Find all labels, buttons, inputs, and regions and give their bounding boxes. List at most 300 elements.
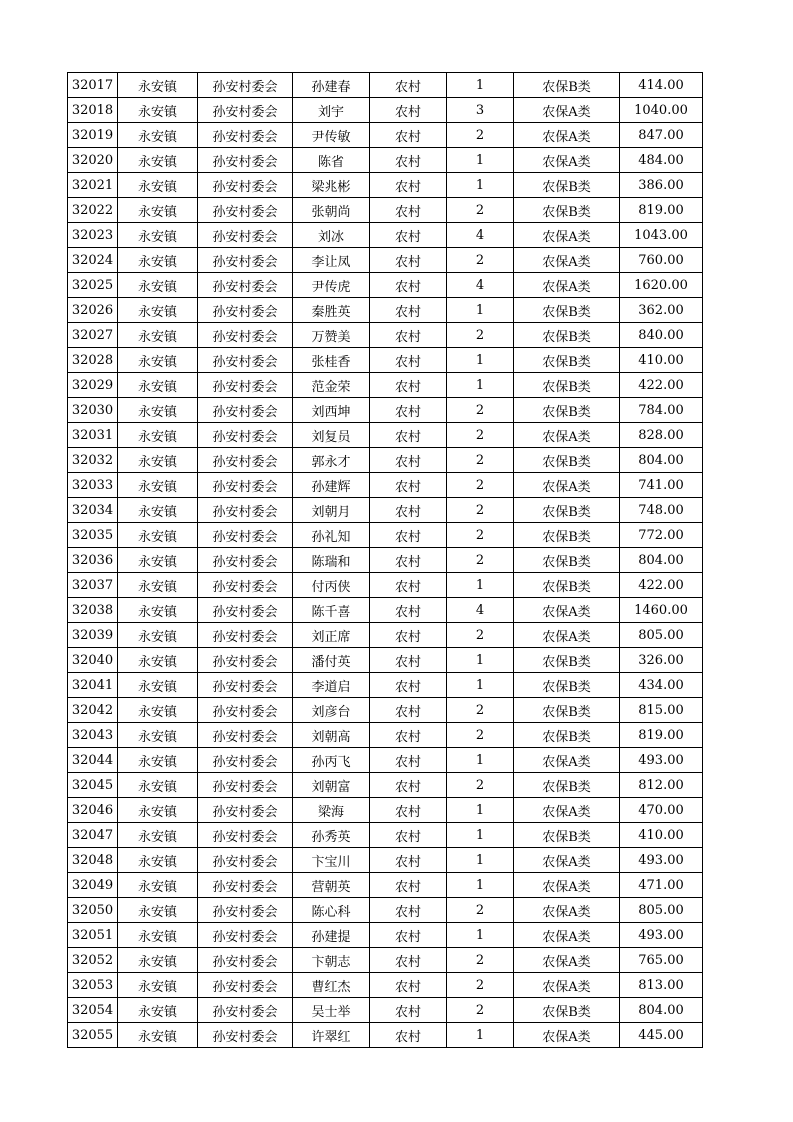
town-cell: 永安镇 [118, 198, 198, 223]
insurance-category-cell: 农保B类 [514, 998, 620, 1023]
insurance-category-cell: 农保B类 [514, 823, 620, 848]
town-cell: 永安镇 [118, 773, 198, 798]
amount-cell: 784.00 [620, 398, 703, 423]
amount-cell: 386.00 [620, 173, 703, 198]
household-type-cell: 农村 [370, 248, 447, 273]
record-id-cell: 32051 [68, 923, 118, 948]
insurance-category-cell: 农保B类 [514, 298, 620, 323]
record-id-cell: 32034 [68, 498, 118, 523]
village-committee-cell: 孙安村委会 [198, 148, 293, 173]
household-type-cell: 农村 [370, 673, 447, 698]
insurance-category-cell: 农保A类 [514, 423, 620, 448]
member-count-cell: 2 [447, 698, 514, 723]
record-id-cell: 32043 [68, 723, 118, 748]
household-type-cell: 农村 [370, 648, 447, 673]
record-id-cell: 32054 [68, 998, 118, 1023]
town-cell: 永安镇 [118, 623, 198, 648]
person-name-cell: 付丙侠 [293, 573, 370, 598]
person-name-cell: 刘朝富 [293, 773, 370, 798]
insurance-category-cell: 农保B类 [514, 548, 620, 573]
person-name-cell: 陈千喜 [293, 598, 370, 623]
table-row [68, 173, 703, 198]
table-row [68, 948, 703, 973]
town-cell: 永安镇 [118, 848, 198, 873]
table-row [68, 573, 703, 598]
town-cell: 永安镇 [118, 498, 198, 523]
member-count-cell: 1 [447, 848, 514, 873]
record-id-cell: 32044 [68, 748, 118, 773]
member-count-cell: 2 [447, 398, 514, 423]
village-committee-cell: 孙安村委会 [198, 298, 293, 323]
table-row [68, 498, 703, 523]
member-count-cell: 2 [447, 248, 514, 273]
insurance-category-cell: 农保B类 [514, 398, 620, 423]
household-type-cell: 农村 [370, 223, 447, 248]
household-type-cell: 农村 [370, 173, 447, 198]
town-cell: 永安镇 [118, 223, 198, 248]
village-committee-cell: 孙安村委会 [198, 873, 293, 898]
village-committee-cell: 孙安村委会 [198, 748, 293, 773]
town-cell: 永安镇 [118, 298, 198, 323]
record-id-cell: 32033 [68, 473, 118, 498]
insurance-category-cell: 农保B类 [514, 173, 620, 198]
record-id-cell: 32027 [68, 323, 118, 348]
member-count-cell: 1 [447, 148, 514, 173]
amount-cell: 804.00 [620, 548, 703, 573]
amount-cell: 1620.00 [620, 273, 703, 298]
member-count-cell: 2 [447, 773, 514, 798]
insurance-category-cell: 农保B类 [514, 773, 620, 798]
village-committee-cell: 孙安村委会 [198, 648, 293, 673]
amount-cell: 493.00 [620, 848, 703, 873]
village-committee-cell: 孙安村委会 [198, 823, 293, 848]
household-type-cell: 农村 [370, 873, 447, 898]
town-cell: 永安镇 [118, 973, 198, 998]
household-type-cell: 农村 [370, 798, 447, 823]
table-row [68, 873, 703, 898]
person-name-cell: 刘朝高 [293, 723, 370, 748]
amount-cell: 422.00 [620, 373, 703, 398]
insurance-category-cell: 农保A类 [514, 1023, 620, 1048]
person-name-cell: 秦胜英 [293, 298, 370, 323]
member-count-cell: 2 [447, 123, 514, 148]
table-row [68, 773, 703, 798]
table-row [68, 523, 703, 548]
person-name-cell: 刘彦台 [293, 698, 370, 723]
record-id-cell: 32040 [68, 648, 118, 673]
record-id-cell: 32037 [68, 573, 118, 598]
insurance-category-cell: 农保A类 [514, 473, 620, 498]
insurance-category-cell: 农保A类 [514, 798, 620, 823]
village-committee-cell: 孙安村委会 [198, 848, 293, 873]
insurance-category-cell: 农保A类 [514, 873, 620, 898]
member-count-cell: 1 [447, 173, 514, 198]
amount-cell: 772.00 [620, 523, 703, 548]
record-id-cell: 32019 [68, 123, 118, 148]
household-type-cell: 农村 [370, 823, 447, 848]
table-row [68, 823, 703, 848]
table-row [68, 623, 703, 648]
insurance-category-cell: 农保B类 [514, 723, 620, 748]
household-type-cell: 农村 [370, 73, 447, 98]
household-type-cell: 农村 [370, 148, 447, 173]
person-name-cell: 卞朝志 [293, 948, 370, 973]
village-committee-cell: 孙安村委会 [198, 948, 293, 973]
member-count-cell: 4 [447, 598, 514, 623]
table-row [68, 648, 703, 673]
member-count-cell: 1 [447, 748, 514, 773]
record-id-cell: 32032 [68, 448, 118, 473]
household-type-cell: 农村 [370, 448, 447, 473]
member-count-cell: 1 [447, 1023, 514, 1048]
record-id-cell: 32050 [68, 898, 118, 923]
village-committee-cell: 孙安村委会 [198, 348, 293, 373]
member-count-cell: 2 [447, 448, 514, 473]
record-id-cell: 32039 [68, 623, 118, 648]
person-name-cell: 曹红杰 [293, 973, 370, 998]
insurance-category-cell: 农保A类 [514, 248, 620, 273]
amount-cell: 804.00 [620, 998, 703, 1023]
member-count-cell: 1 [447, 923, 514, 948]
village-committee-cell: 孙安村委会 [198, 173, 293, 198]
table-row [68, 123, 703, 148]
household-type-cell: 农村 [370, 373, 447, 398]
record-id-cell: 32025 [68, 273, 118, 298]
table-row [68, 398, 703, 423]
village-committee-cell: 孙安村委会 [198, 898, 293, 923]
person-name-cell: 孙建春 [293, 73, 370, 98]
town-cell: 永安镇 [118, 598, 198, 623]
member-count-cell: 2 [447, 548, 514, 573]
amount-cell: 484.00 [620, 148, 703, 173]
insurance-category-cell: 农保A类 [514, 898, 620, 923]
table-row [68, 198, 703, 223]
village-committee-cell: 孙安村委会 [198, 573, 293, 598]
amount-cell: 493.00 [620, 748, 703, 773]
table-row [68, 223, 703, 248]
amount-cell: 760.00 [620, 248, 703, 273]
household-type-cell: 农村 [370, 723, 447, 748]
town-cell: 永安镇 [118, 173, 198, 198]
village-committee-cell: 孙安村委会 [198, 448, 293, 473]
insurance-category-cell: 农保A类 [514, 923, 620, 948]
household-type-cell: 农村 [370, 623, 447, 648]
person-name-cell: 万赞美 [293, 323, 370, 348]
amount-cell: 741.00 [620, 473, 703, 498]
household-type-cell: 农村 [370, 498, 447, 523]
record-id-cell: 32045 [68, 773, 118, 798]
village-committee-cell: 孙安村委会 [198, 248, 293, 273]
village-committee-cell: 孙安村委会 [198, 373, 293, 398]
member-count-cell: 2 [447, 998, 514, 1023]
town-cell: 永安镇 [118, 648, 198, 673]
town-cell: 永安镇 [118, 698, 198, 723]
household-type-cell: 农村 [370, 848, 447, 873]
town-cell: 永安镇 [118, 123, 198, 148]
household-type-cell: 农村 [370, 523, 447, 548]
table-row [68, 273, 703, 298]
town-cell: 永安镇 [118, 373, 198, 398]
person-name-cell: 张桂香 [293, 348, 370, 373]
insurance-category-cell: 农保B类 [514, 498, 620, 523]
member-count-cell: 2 [447, 523, 514, 548]
town-cell: 永安镇 [118, 398, 198, 423]
insurance-category-cell: 农保B类 [514, 698, 620, 723]
town-cell: 永安镇 [118, 898, 198, 923]
table-row [68, 423, 703, 448]
record-id-cell: 32046 [68, 798, 118, 823]
record-id-cell: 32042 [68, 698, 118, 723]
person-name-cell: 孙丙飞 [293, 748, 370, 773]
village-committee-cell: 孙安村委会 [198, 198, 293, 223]
person-name-cell: 营朝英 [293, 873, 370, 898]
insurance-category-cell: 农保A类 [514, 123, 620, 148]
town-cell: 永安镇 [118, 873, 198, 898]
person-name-cell: 陈省 [293, 148, 370, 173]
household-type-cell: 农村 [370, 423, 447, 448]
town-cell: 永安镇 [118, 423, 198, 448]
amount-cell: 805.00 [620, 623, 703, 648]
table-row [68, 448, 703, 473]
insurance-category-cell: 农保A类 [514, 98, 620, 123]
insurance-category-cell: 农保A类 [514, 273, 620, 298]
table-row [68, 748, 703, 773]
table-row [68, 98, 703, 123]
amount-cell: 805.00 [620, 898, 703, 923]
household-type-cell: 农村 [370, 748, 447, 773]
record-id-cell: 32047 [68, 823, 118, 848]
member-count-cell: 2 [447, 498, 514, 523]
town-cell: 永安镇 [118, 923, 198, 948]
record-id-cell: 32055 [68, 1023, 118, 1048]
member-count-cell: 1 [447, 298, 514, 323]
member-count-cell: 1 [447, 823, 514, 848]
household-type-cell: 农村 [370, 998, 447, 1023]
amount-cell: 812.00 [620, 773, 703, 798]
table-row [68, 323, 703, 348]
town-cell: 永安镇 [118, 73, 198, 98]
person-name-cell: 李让凤 [293, 248, 370, 273]
member-count-cell: 1 [447, 673, 514, 698]
record-id-cell: 32049 [68, 873, 118, 898]
insurance-category-cell: 农保B类 [514, 673, 620, 698]
member-count-cell: 2 [447, 898, 514, 923]
insurance-category-cell: 农保B类 [514, 348, 620, 373]
member-count-cell: 2 [447, 723, 514, 748]
amount-cell: 414.00 [620, 73, 703, 98]
insurance-category-cell: 农保B类 [514, 323, 620, 348]
person-name-cell: 郭永才 [293, 448, 370, 473]
table-row [68, 723, 703, 748]
insurance-category-cell: 农保B类 [514, 523, 620, 548]
household-type-cell: 农村 [370, 773, 447, 798]
record-id-cell: 32041 [68, 673, 118, 698]
table-row [68, 698, 703, 723]
village-committee-cell: 孙安村委会 [198, 623, 293, 648]
amount-cell: 410.00 [620, 823, 703, 848]
village-committee-cell: 孙安村委会 [198, 548, 293, 573]
record-id-cell: 32018 [68, 98, 118, 123]
amount-cell: 1040.00 [620, 98, 703, 123]
record-id-cell: 32028 [68, 348, 118, 373]
person-name-cell: 刘朝月 [293, 498, 370, 523]
table-row [68, 548, 703, 573]
record-id-cell: 32035 [68, 523, 118, 548]
record-id-cell: 32020 [68, 148, 118, 173]
amount-cell: 362.00 [620, 298, 703, 323]
amount-cell: 326.00 [620, 648, 703, 673]
town-cell: 永安镇 [118, 673, 198, 698]
member-count-cell: 1 [447, 873, 514, 898]
household-type-cell: 农村 [370, 98, 447, 123]
village-committee-cell: 孙安村委会 [198, 473, 293, 498]
insurance-category-cell: 农保A类 [514, 148, 620, 173]
table-row [68, 898, 703, 923]
insurance-category-cell: 农保B类 [514, 648, 620, 673]
household-type-cell: 农村 [370, 348, 447, 373]
village-committee-cell: 孙安村委会 [198, 423, 293, 448]
household-type-cell: 农村 [370, 923, 447, 948]
town-cell: 永安镇 [118, 148, 198, 173]
member-count-cell: 2 [447, 973, 514, 998]
village-committee-cell: 孙安村委会 [198, 673, 293, 698]
town-cell: 永安镇 [118, 98, 198, 123]
amount-cell: 748.00 [620, 498, 703, 523]
record-id-cell: 32026 [68, 298, 118, 323]
household-type-cell: 农村 [370, 273, 447, 298]
amount-cell: 819.00 [620, 723, 703, 748]
table-row [68, 148, 703, 173]
person-name-cell: 吴士举 [293, 998, 370, 1023]
town-cell: 永安镇 [118, 1023, 198, 1048]
person-name-cell: 陈心科 [293, 898, 370, 923]
insurance-category-cell: 农保A类 [514, 848, 620, 873]
village-committee-cell: 孙安村委会 [198, 798, 293, 823]
household-type-cell: 农村 [370, 573, 447, 598]
person-name-cell: 张朝尚 [293, 198, 370, 223]
insurance-category-cell: 农保B类 [514, 373, 620, 398]
table-row [68, 798, 703, 823]
record-id-cell: 32053 [68, 973, 118, 998]
amount-cell: 493.00 [620, 923, 703, 948]
record-id-cell: 32038 [68, 598, 118, 623]
amount-cell: 847.00 [620, 123, 703, 148]
table-row [68, 673, 703, 698]
person-name-cell: 孙秀英 [293, 823, 370, 848]
table-row [68, 998, 703, 1023]
amount-cell: 828.00 [620, 423, 703, 448]
table-row [68, 298, 703, 323]
insurance-category-cell: 农保B类 [514, 73, 620, 98]
village-committee-cell: 孙安村委会 [198, 498, 293, 523]
insurance-category-cell: 农保B类 [514, 448, 620, 473]
town-cell: 永安镇 [118, 323, 198, 348]
member-count-cell: 1 [447, 73, 514, 98]
person-name-cell: 潘付英 [293, 648, 370, 673]
person-name-cell: 孙礼知 [293, 523, 370, 548]
household-type-cell: 农村 [370, 898, 447, 923]
table-row [68, 1023, 703, 1048]
insurance-category-cell: 农保A类 [514, 223, 620, 248]
amount-cell: 1043.00 [620, 223, 703, 248]
record-id-cell: 32017 [68, 73, 118, 98]
insurance-category-cell: 农保B类 [514, 198, 620, 223]
person-name-cell: 尹传虎 [293, 273, 370, 298]
person-name-cell: 刘西坤 [293, 398, 370, 423]
record-id-cell: 32029 [68, 373, 118, 398]
amount-cell: 471.00 [620, 873, 703, 898]
table-row [68, 598, 703, 623]
member-count-cell: 3 [447, 98, 514, 123]
table-row [68, 473, 703, 498]
record-id-cell: 32030 [68, 398, 118, 423]
table-row [68, 73, 703, 98]
town-cell: 永安镇 [118, 748, 198, 773]
member-count-cell: 1 [447, 348, 514, 373]
town-cell: 永安镇 [118, 348, 198, 373]
village-committee-cell: 孙安村委会 [198, 273, 293, 298]
table-row [68, 348, 703, 373]
town-cell: 永安镇 [118, 548, 198, 573]
person-name-cell: 梁海 [293, 798, 370, 823]
town-cell: 永安镇 [118, 573, 198, 598]
member-count-cell: 2 [447, 473, 514, 498]
person-name-cell: 孙建提 [293, 923, 370, 948]
person-name-cell: 许翠红 [293, 1023, 370, 1048]
table-row [68, 923, 703, 948]
table-row [68, 848, 703, 873]
insurance-category-cell: 农保A类 [514, 598, 620, 623]
village-committee-cell: 孙安村委会 [198, 923, 293, 948]
household-type-cell: 农村 [370, 123, 447, 148]
person-name-cell: 范金荣 [293, 373, 370, 398]
town-cell: 永安镇 [118, 998, 198, 1023]
member-count-cell: 2 [447, 423, 514, 448]
member-count-cell: 2 [447, 948, 514, 973]
person-name-cell: 孙建辉 [293, 473, 370, 498]
town-cell: 永安镇 [118, 248, 198, 273]
household-type-cell: 农村 [370, 323, 447, 348]
person-name-cell: 梁兆彬 [293, 173, 370, 198]
amount-cell: 815.00 [620, 698, 703, 723]
village-committee-cell: 孙安村委会 [198, 723, 293, 748]
town-cell: 永安镇 [118, 823, 198, 848]
household-type-cell: 农村 [370, 598, 447, 623]
member-count-cell: 4 [447, 273, 514, 298]
household-type-cell: 农村 [370, 1023, 447, 1048]
household-type-cell: 农村 [370, 398, 447, 423]
data-table [67, 72, 703, 1048]
person-name-cell: 刘冰 [293, 223, 370, 248]
household-type-cell: 农村 [370, 548, 447, 573]
insurance-category-cell: 农保B类 [514, 573, 620, 598]
person-name-cell: 陈瑞和 [293, 548, 370, 573]
village-committee-cell: 孙安村委会 [198, 998, 293, 1023]
town-cell: 永安镇 [118, 448, 198, 473]
amount-cell: 765.00 [620, 948, 703, 973]
amount-cell: 410.00 [620, 348, 703, 373]
record-id-cell: 32024 [68, 248, 118, 273]
amount-cell: 819.00 [620, 198, 703, 223]
table-row [68, 973, 703, 998]
village-committee-cell: 孙安村委会 [198, 123, 293, 148]
town-cell: 永安镇 [118, 723, 198, 748]
village-committee-cell: 孙安村委会 [198, 398, 293, 423]
member-count-cell: 1 [447, 648, 514, 673]
village-committee-cell: 孙安村委会 [198, 98, 293, 123]
record-id-cell: 32031 [68, 423, 118, 448]
town-cell: 永安镇 [118, 798, 198, 823]
